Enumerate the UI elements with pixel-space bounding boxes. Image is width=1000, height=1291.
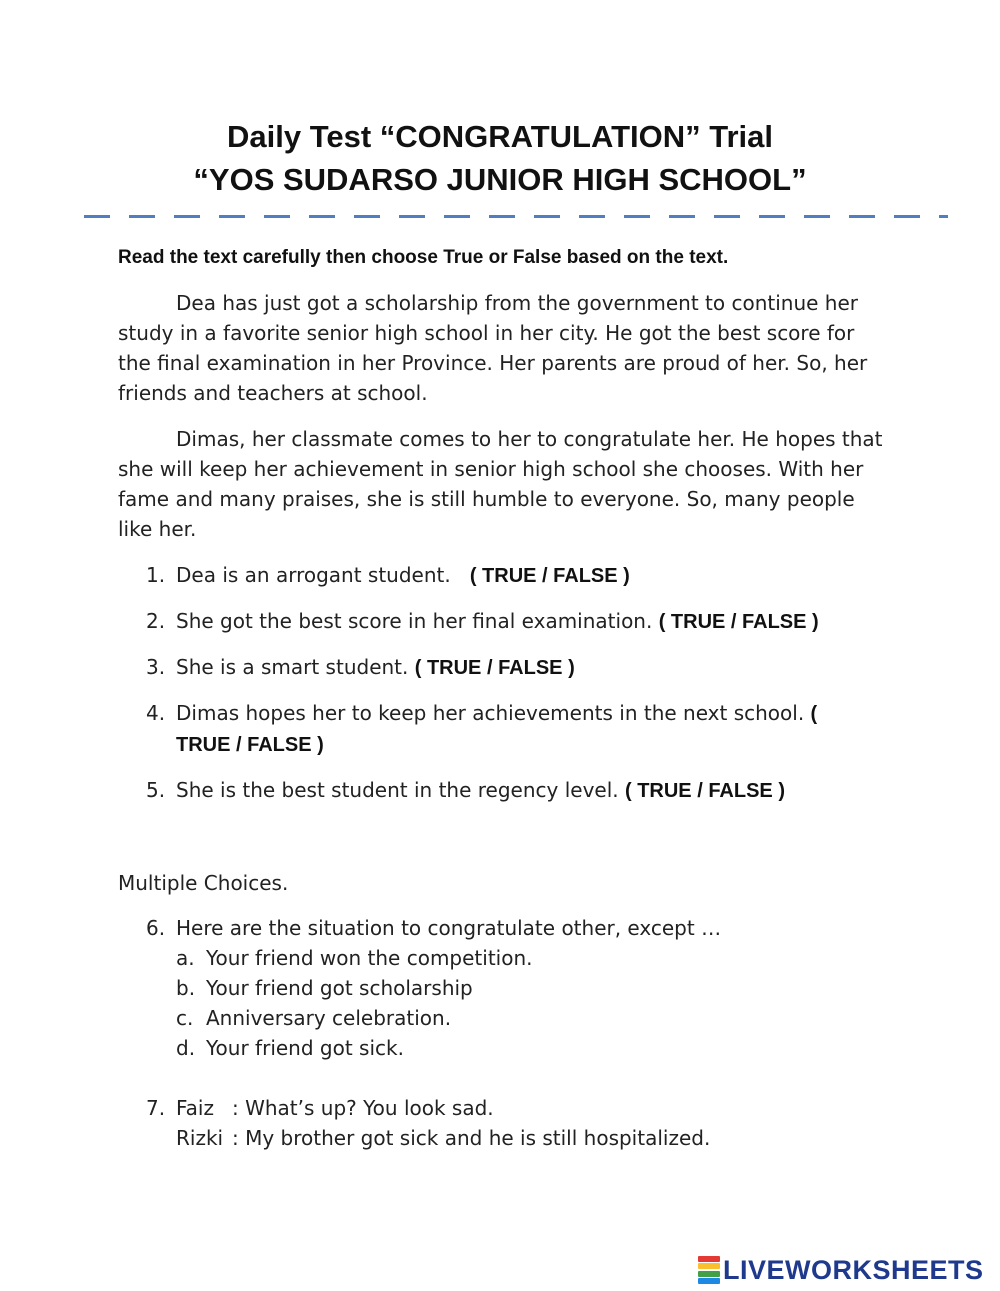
- instruction-text: Read the text carefully then choose True or False based on the text.: [118, 247, 729, 268]
- multiple-choice-heading: Multiple Choices.: [118, 871, 289, 895]
- tf-question-2: [146, 606, 906, 637]
- true-false-answer[interactable]: ( TRUE / FALSE ): [176, 703, 818, 756]
- option-text: Anniversary celebration.: [206, 1006, 452, 1030]
- speaker-name: Rizki: [176, 1126, 224, 1150]
- option-text: Your friend won the competition.: [206, 946, 533, 970]
- question-number: 3.: [146, 655, 166, 679]
- true-false-answer[interactable]: ( TRUE / FALSE ): [658, 611, 819, 633]
- title-line-1: Daily Test “CONGRATULATION” Trial: [227, 119, 773, 154]
- dialogue-text: : My brother got sick and he is still hospitalized.: [232, 1126, 711, 1150]
- option-letter: a.: [176, 946, 195, 970]
- reading-paragraph-1: [118, 288, 893, 408]
- tf-question-4: [146, 698, 836, 760]
- option-a[interactable]: [176, 943, 533, 973]
- question-text: She got the best score in her final examination.: [176, 609, 653, 633]
- question-number: 7.: [146, 1096, 166, 1120]
- dialogue-line-2: [176, 1123, 710, 1153]
- question-number: 5.: [146, 778, 166, 802]
- true-false-answer[interactable]: ( TRUE / FALSE ): [414, 657, 575, 679]
- liveworksheets-logo[interactable]: [698, 1254, 984, 1286]
- mc-question-6: [146, 913, 906, 943]
- option-b[interactable]: [176, 973, 473, 1003]
- liveworksheets-logo-icon: [698, 1256, 720, 1284]
- tf-question-1: [146, 560, 906, 591]
- question-text: Dimas hopes her to keep her achievements in the next school.: [176, 701, 805, 725]
- question-number: 6.: [146, 916, 166, 940]
- true-false-answer[interactable]: ( TRUE / FALSE ): [469, 565, 630, 587]
- dialogue-text: : What’s up? You look sad.: [232, 1096, 494, 1120]
- option-text: Your friend got sick.: [206, 1036, 404, 1060]
- question-number: 4.: [146, 701, 166, 725]
- true-false-answer[interactable]: ( TRUE / FALSE ): [624, 780, 785, 802]
- question-number: 1.: [146, 563, 166, 587]
- option-d[interactable]: [176, 1033, 404, 1063]
- question-text: She is the best student in the regency level.: [176, 778, 619, 802]
- dashed-divider: [84, 215, 948, 218]
- speaker-name: Faiz: [176, 1096, 214, 1120]
- paragraph-text: Dea has just got a scholarship from the government to continue her study in a favorite senior high school in her city. He got the best score for the final examination in her Province. Her parents are proud of her. So, her friends and teachers at school.: [118, 291, 868, 405]
- reading-paragraph-2: [118, 424, 893, 544]
- option-letter: c.: [176, 1006, 194, 1030]
- option-letter: d.: [176, 1036, 196, 1060]
- question-text: She is a smart student.: [176, 655, 409, 679]
- option-letter: b.: [176, 976, 196, 1000]
- tf-question-3: [146, 652, 906, 683]
- tf-question-5: [146, 775, 906, 806]
- paragraph-text: Dimas, her classmate comes to her to congratulate her. He hopes that she will keep her achievement in senior high school she chooses. With her fame and many praises, she is still humble to everyone. So, many people like her.: [118, 427, 883, 541]
- logo-text: LIVEWORKSHEETS: [723, 1254, 984, 1285]
- question-text: Here are the situation to congratulate other, except …: [176, 916, 722, 940]
- title-line-2: “YOS SUDARSO JUNIOR HIGH SCHOOL”: [193, 162, 807, 197]
- option-text: Your friend got scholarship: [206, 976, 473, 1000]
- option-c[interactable]: [176, 1003, 451, 1033]
- question-number: 2.: [146, 609, 166, 633]
- dialogue-line-1: [176, 1093, 494, 1123]
- question-text: Dea is an arrogant student.: [176, 563, 451, 587]
